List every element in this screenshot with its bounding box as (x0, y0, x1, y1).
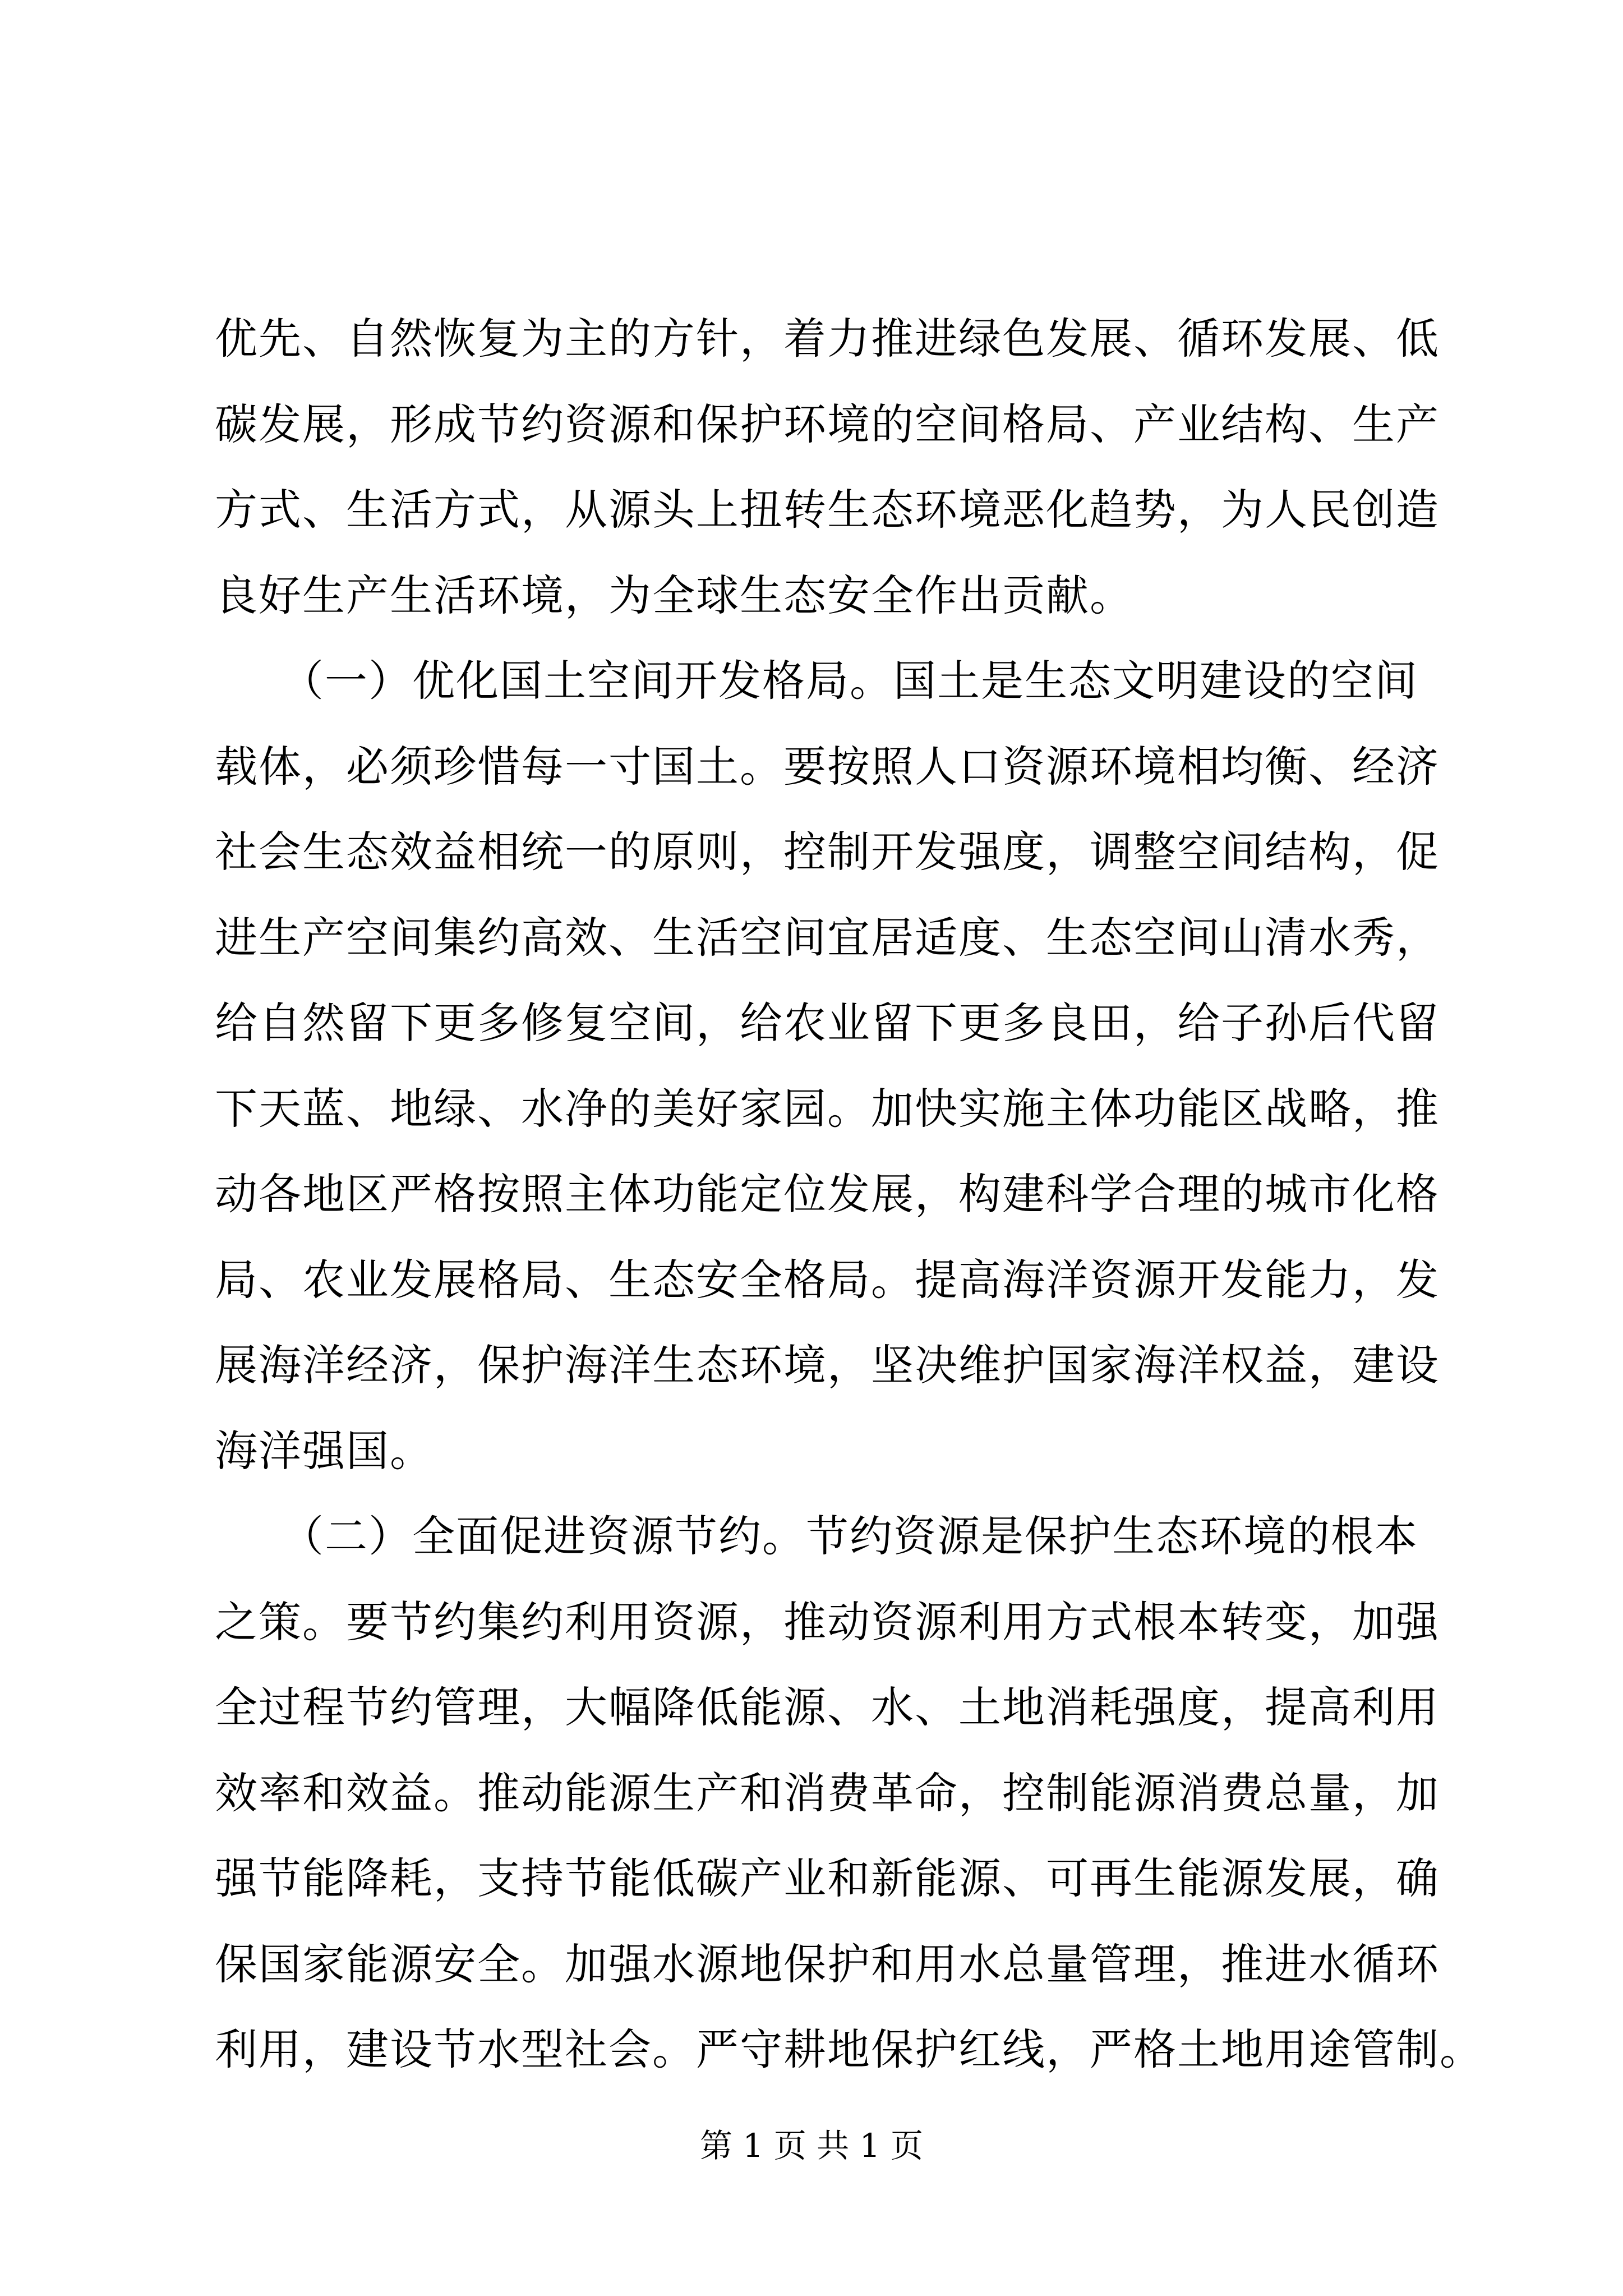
text-line: 载体，必须珍惜每一寸国土。要按照人口资源环境相均衡、经济 (215, 741, 1440, 792)
text-line: 给自然留下更多修复空间，给农业留下更多良田，给子孙后代留 (215, 998, 1440, 1048)
text-line: 方式、生活方式，从源头上扭转生态环境恶化趋势，为人民创造 (215, 485, 1440, 535)
text-line: 全过程节约管理，大幅降低能源、水、土地消耗强度，提高利用 (215, 1682, 1440, 1732)
text-line: 展海洋经济，保护海洋生态环境，坚决维护国家海洋权益，建设 (215, 1340, 1440, 1390)
text-line: 强节能降耗，支持节能低碳产业和新能源、可再生能源发展，确 (215, 1853, 1440, 1903)
section-heading-line: （二）全面促进资源节约。节约资源是保护生态环境的根本 (215, 1511, 1418, 1561)
text-line: 之策。要节约集约利用资源，推动资源利用方式根本转变，加强 (215, 1596, 1440, 1647)
page-footer: 第 1 页 共 1 页 (700, 2127, 923, 2165)
text-line: 下天蓝、地绿、水净的美好家园。加快实施主体功能区战略，推 (215, 1083, 1440, 1134)
text-line: 优先、自然恢复为主的方针，着力推进绿色发展、循环发展、低 (215, 314, 1440, 364)
text-line: 社会生态效益相统一的原则，控制开发强度，调整空间结构，促 (215, 827, 1440, 877)
text-line: 局、农业发展格局、生态安全格局。提高海洋资源开发能力，发 (215, 1254, 1440, 1305)
text-line: 利用，建设节水型社会。严守耕地保护红线，严格土地用途管制。 (215, 2024, 1483, 2074)
text-line: 效率和效益。推动能源生产和消费革命，控制能源消费总量，加 (215, 1768, 1440, 1818)
body-text (215, 296, 1483, 2093)
text-line: 碳发展，形成节约资源和保护环境的空间格局、产业结构、生产 (215, 399, 1440, 449)
text-line: 进生产空间集约高效、生活空间宜居适度、生态空间山清水秀， (215, 912, 1440, 963)
text-line: 保国家能源安全。加强水源地保护和用水总量管理，推进水循环 (215, 1939, 1440, 1989)
section-heading-line: （一）优化国土空间开发格局。国土是生态文明建设的空间 (215, 656, 1418, 706)
text-line: 动各地区严格按照主体功能定位发展，构建科学合理的城市化格 (215, 1169, 1440, 1219)
text-line: 良好生产生活环境，为全球生态安全作出贡献。 (215, 570, 1133, 620)
text-line: 海洋强国。 (215, 1425, 434, 1476)
